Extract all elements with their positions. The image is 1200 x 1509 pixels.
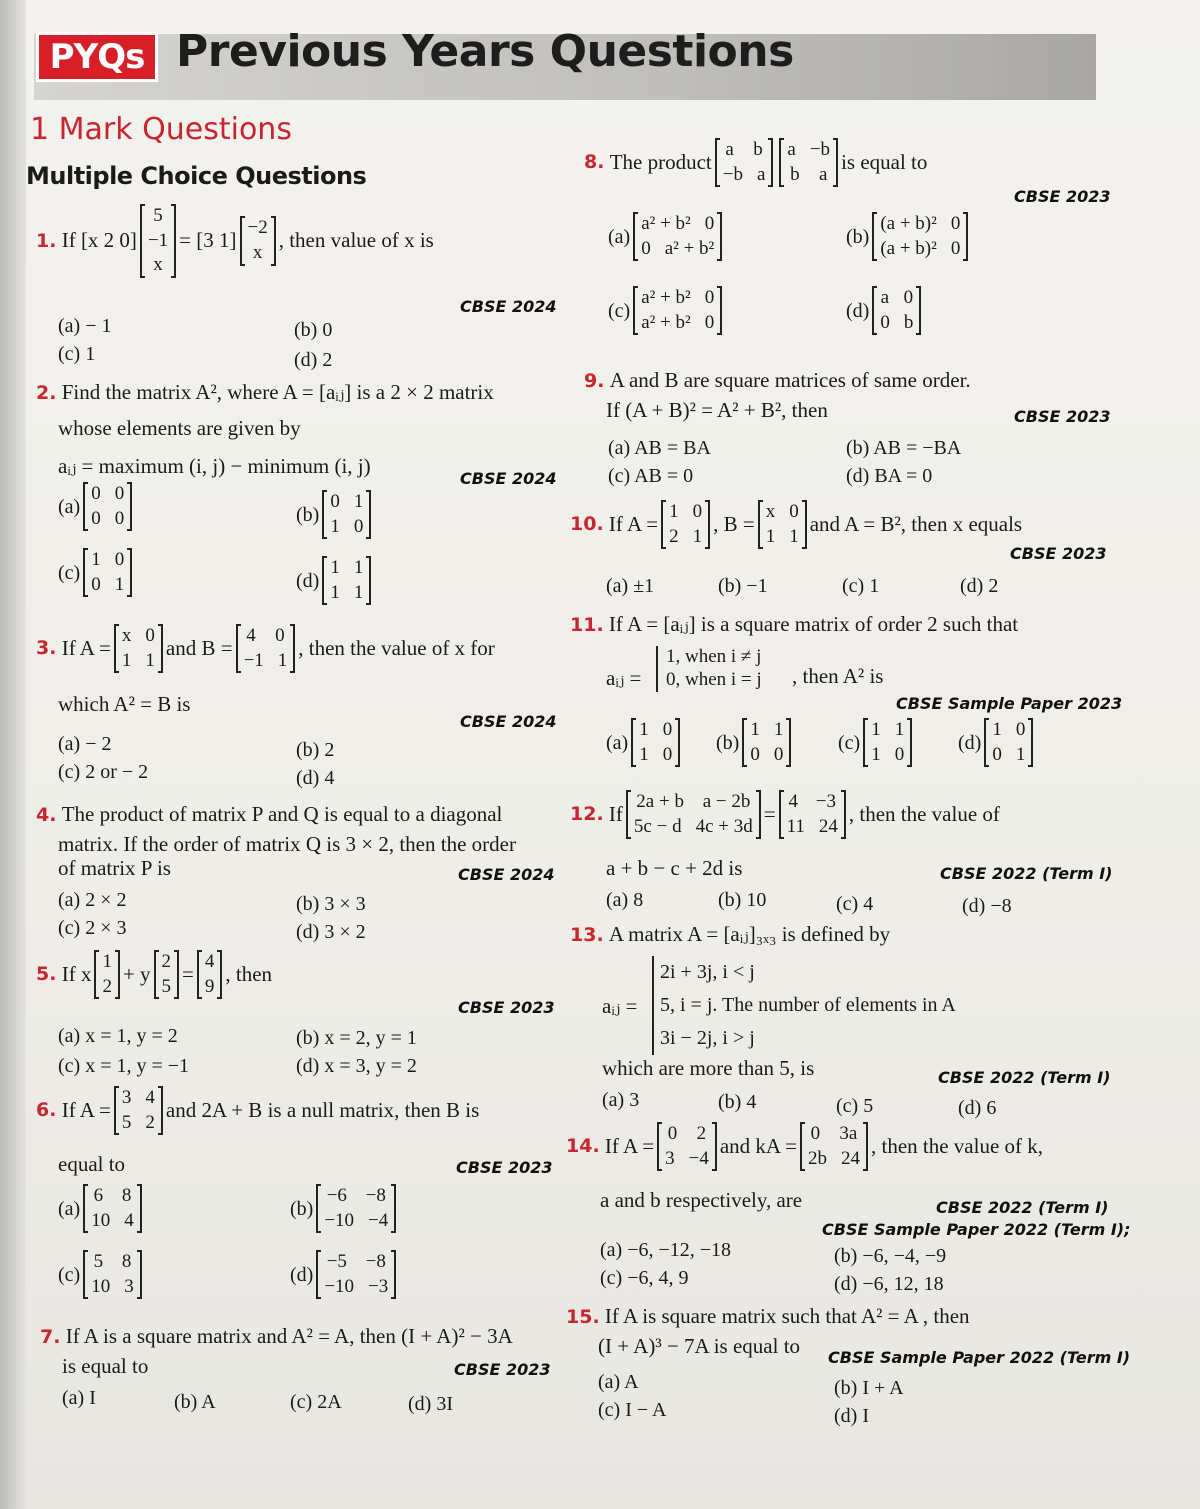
option-d: (d) 6 [958,1097,997,1119]
source-tag: CBSE 2024 [460,297,557,316]
option-c: (c) I − A [598,1399,667,1421]
option-c: (c) 1 1 1 0 [838,718,915,767]
option-b: (b) A [174,1391,216,1413]
question-12-line2: a + b − c + 2d is [606,856,743,880]
source-tag: CBSE 2022 (Term I) [936,1198,1109,1217]
option-c: (c) −6, 4, 9 [600,1267,689,1289]
option-c: (c) 1 [842,575,880,597]
question-9: 9. A and B are square matrices of same order. [584,368,971,392]
source-tag: CBSE 2022 (Term I) [938,1068,1111,1087]
option-d: (d) 2 [960,575,999,597]
option-c: (c) 5 [836,1095,874,1117]
question-10: 10. If A = 1 0 2 1 , B = x 0 1 1 and A = B², then x equals [570,500,1022,549]
page-title: Previous Years Questions [176,26,794,77]
option-a: (a) ±1 [606,575,655,597]
section-subheading: Multiple Choice Questions [26,162,367,190]
option-a: (a) A [598,1371,639,1393]
source-tag: CBSE 2023 [456,1158,553,1177]
question-4: 4. The product of matrix P and Q is equal to a diagonal [36,802,503,826]
option-d: (d) −5 −8 −10 −3 [290,1250,399,1299]
question-15: 15. If A is square matrix such that A² = A , then [566,1304,970,1328]
source-tag: CBSE 2024 [460,469,557,488]
option-b: (b) 0 1 1 0 [296,490,374,539]
option-b: (b) 2 [296,739,335,761]
question-4-line2: matrix. If the order of matrix Q is 3 × 2, then the order [58,832,516,856]
option-d: (d) 3I [408,1393,453,1415]
option-a: (a) 8 [606,889,644,911]
option-d: (d) 1 0 0 1 [958,718,1036,767]
option-c: (c) 1 [58,343,96,365]
option-b: (b) 0 [294,319,333,341]
question-11-post: , then A² is [792,664,884,688]
option-a: (a) − 1 [58,315,112,337]
question-3: 3. If A = x 0 1 1 and B = 4 0 −1 1 , then the value of x for [36,624,495,673]
option-b: (b) 3 × 3 [296,893,366,915]
option-a: (a) 3 [602,1089,640,1111]
option-a: (a) − 2 [58,733,112,755]
question-7-line2: is equal to [62,1354,149,1378]
option-c: (c) 2A [290,1391,342,1413]
option-a: (a) 1 0 1 0 [606,718,683,767]
question-13: 13. A matrix A = [aᵢⱼ]₃ₓ₃ is defined by [570,922,891,946]
source-tag: CBSE 2022 (Term I) [940,864,1113,883]
option-a: (a) 0 0 0 0 [58,482,135,531]
question-2-line3: aᵢⱼ = maximum (i, j) − minimum (i, j) [58,454,371,478]
question-14-line2: a and b respectively, are [600,1188,803,1212]
option-b: (b) (a + b)² 0 (a + b)² 0 [846,212,971,261]
option-d: (d) −8 [962,895,1012,917]
source-tag: CBSE Sample Paper 2023 [896,694,1123,713]
question-2: 2. Find the matrix A², where A = [aᵢⱼ] is a 2 × 2 matrix [36,380,494,404]
question-6: 6. If A = 3 4 5 2 and 2A + B is a null matrix, then B is [36,1086,479,1135]
question-1: 1. If [x 2 0] 5 −1 x = [3 1] −2 x , then value of x is [36,204,434,278]
option-b: (b) −6, −4, −9 [834,1245,947,1267]
option-d: (d) 1 1 1 1 [296,556,374,605]
option-c: (c) x = 1, y = −1 [58,1055,190,1077]
option-c: (c) AB = 0 [608,465,694,487]
option-b: (b) 1 1 0 0 [716,718,794,767]
option-a: (a) x = 1, y = 2 [58,1025,178,1047]
option-d: (d) 2 [294,349,333,371]
option-b: (b) AB = −BA [846,437,962,459]
option-c: (c) 5 8 10 3 [58,1250,145,1299]
source-tag-2: CBSE Sample Paper 2022 (Term I); [822,1220,1131,1239]
source-tag: CBSE Sample Paper 2022 (Term I) [828,1348,1131,1367]
option-b: (b) −6 −8 −10 −4 [290,1184,399,1233]
option-c: (c) a² + b² 0 a² + b² 0 [608,286,725,335]
option-c: (c) 2 × 3 [58,917,127,939]
question-11-aij: aᵢⱼ = [606,666,642,690]
source-tag: CBSE 2023 [1014,187,1111,206]
option-d: (d) I [834,1405,869,1427]
option-c: (c) 4 [836,893,874,915]
option-d: (d) x = 3, y = 2 [296,1055,417,1077]
source-tag: CBSE 2024 [458,865,555,884]
option-d: (d) BA = 0 [846,465,933,487]
option-a: (a) 6 8 10 4 [58,1184,145,1233]
section-heading: 1 Mark Questions [30,112,292,147]
option-b: (b) 10 [718,889,767,911]
option-d: (d) 4 [296,767,335,789]
option-d: (d) −6, 12, 18 [834,1273,944,1295]
question-13-cases: 2i + 3j, i < j 5, i = j. The number of elements in A 3i − 2j, i > j [652,956,956,1055]
source-tag: CBSE 2023 [1010,544,1107,563]
question-15-line2: (I + A)³ − 7A is equal to [598,1334,801,1358]
option-a: (a) AB = BA [608,437,711,459]
question-9-line2: If (A + B)² = A² + B², then [606,398,828,422]
question-5: 5. If x 1 2 + y 2 5 = 4 9 , then [36,950,272,999]
question-3-line2: which A² = B is [58,692,191,716]
option-d: (d) 3 × 2 [296,921,366,943]
question-4-line3: of matrix P is [58,856,171,880]
option-a: (a) a² + b² 0 0 a² + b² [608,212,725,261]
question-2-line2: whose elements are given by [58,416,301,440]
question-12: 12. If 2a + b a − 2b 5c − d 4c + 3d = 4 −3 11 24 , then the value of [570,790,1000,839]
binding-shadow [0,0,26,1509]
option-a: (a) 2 × 2 [58,889,127,911]
option-c: (c) 1 0 0 1 [58,548,135,597]
option-a: (a) −6, −12, −18 [600,1239,732,1261]
source-tag: CBSE 2023 [1014,407,1111,426]
question-8: 8. The product a b −b a a −b b a is equal to [584,138,927,187]
option-b: (b) 4 [718,1091,757,1113]
question-11-cases: 1, when i ≠ j 0, when i = j [656,646,762,692]
option-c: (c) 2 or − 2 [58,761,149,783]
question-13-line2: which are more than 5, is [602,1056,815,1080]
question-7: 7. If A is a square matrix and A² = A, then (I + A)² − 3A [40,1324,513,1348]
question-14: 14. If A = 0 2 3 −4 and kA = 0 3a 2b 24 , then the value of k, [566,1122,1043,1171]
source-tag: CBSE 2023 [458,998,555,1017]
question-11: 11. If A = [aᵢⱼ] is a square matrix of order 2 such that [570,612,1019,636]
option-a: (a) I [62,1387,96,1409]
option-b: (b) I + A [834,1377,904,1399]
source-tag: CBSE 2023 [454,1360,551,1379]
question-6-line2: equal to [58,1152,126,1176]
pyqs-badge: PYQs [36,32,158,82]
option-d: (d) a 0 0 b [846,286,924,335]
source-tag: CBSE 2024 [460,712,557,731]
option-b: (b) x = 2, y = 1 [296,1027,417,1049]
option-b: (b) −1 [718,575,768,597]
question-13-aij: aᵢⱼ = [602,994,638,1018]
